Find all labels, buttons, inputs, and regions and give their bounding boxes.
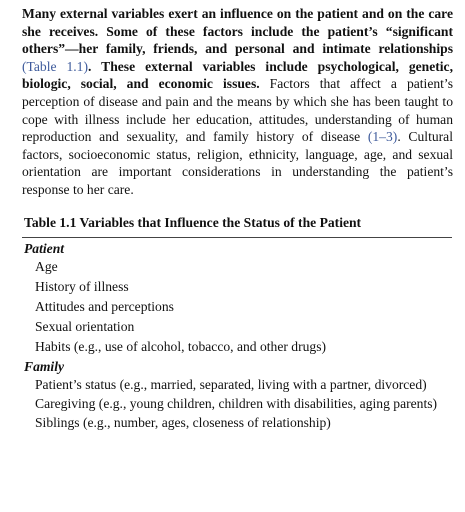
table-item: History of illness	[35, 279, 129, 295]
section-heading-patient: Patient	[24, 241, 65, 257]
table-item: Age	[35, 259, 58, 275]
table-divider	[22, 237, 452, 238]
bold-lead-text: Many external variables exert an influence on the patient and on the care she receives. Some of these factors include the patient’s “significant others”—her family, friends, and personal and intimate relationships	[22, 6, 453, 57]
table-reference-link[interactable]: (Table 1.1)	[22, 58, 89, 74]
table-item: Sexual orientation	[35, 319, 135, 335]
table-title: Table 1.1 Variables that Influence the Status of the Patient	[24, 214, 362, 230]
citation-reference-link[interactable]: (1–3)	[367, 129, 398, 145]
table-item: Patient’s status (e.g., married, separated, living with a partner, divorced)	[35, 377, 427, 393]
table-item: Habits (e.g., use of alcohol, tobacco, and other drugs)	[35, 339, 327, 355]
body-text-continued: . Cultural factors, socioeconomic status, religion, ethnicity, language, age, and sexual orientation are important considerations in understanding the patient’s response to her care.	[22, 129, 453, 197]
table-item: Attitudes and perceptions	[35, 299, 174, 315]
table-item: Caregiving (e.g., young children, children with disabilities, aging parents)	[35, 396, 438, 412]
body-text: Factors that affect a patient’s perception of disease and pain and the means by which she has been taught to cope with illness include her education, attitudes, understanding of human reproduction and sexuality, and family history of disease	[22, 76, 453, 145]
bold-lead-text-continued: . These external variables include psychological, genetic, biologic, social, and economic issues.	[22, 58, 453, 92]
body-paragraph	[22, 5, 453, 199]
section-heading-family: Family	[24, 359, 65, 375]
table-body	[22, 240, 453, 432]
table-item: Siblings (e.g., number, ages, closeness of relationship)	[35, 415, 331, 431]
